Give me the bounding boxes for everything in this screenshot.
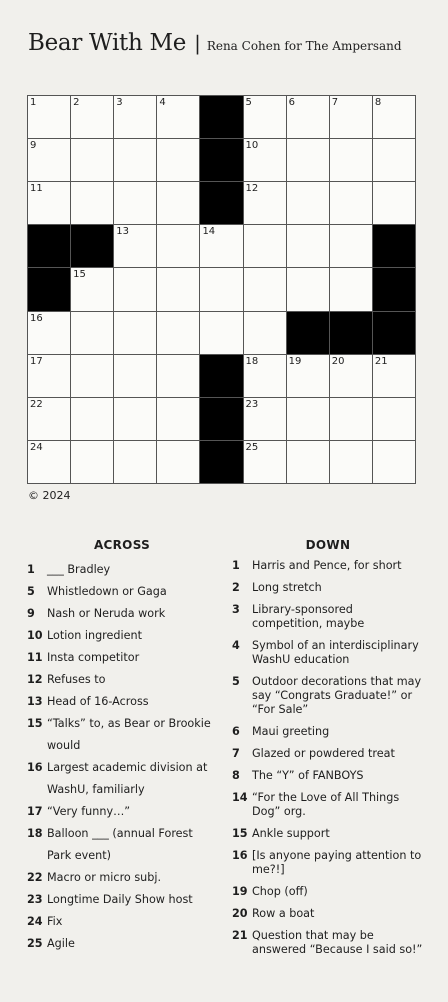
clue-number: 2 bbox=[232, 581, 240, 594]
across-clue bbox=[27, 559, 217, 581]
cell-number: 9 bbox=[30, 140, 37, 152]
grid-block bbox=[373, 268, 415, 310]
grid-cell[interactable] bbox=[200, 225, 242, 267]
grid-cell[interactable] bbox=[330, 355, 372, 397]
down-clue bbox=[232, 791, 424, 819]
cell-number: 18 bbox=[245, 355, 259, 367]
cell-number: 23 bbox=[245, 398, 259, 410]
down-clue bbox=[232, 603, 424, 631]
cell-number: 3 bbox=[116, 97, 123, 108]
clue-number: 13 bbox=[27, 695, 43, 708]
grid-cell[interactable] bbox=[244, 441, 286, 483]
grid-cell[interactable] bbox=[157, 398, 199, 440]
clue-text: Refuses to bbox=[47, 673, 106, 686]
clue-text: Row a boat bbox=[252, 907, 315, 920]
across-clue bbox=[27, 713, 217, 757]
cell-number: 8 bbox=[374, 97, 382, 108]
puzzle-byline: Rena Cohen for The Ampersand bbox=[206, 39, 402, 53]
clue-text: Long stretch bbox=[252, 581, 322, 594]
grid-cell[interactable] bbox=[373, 96, 415, 138]
down-clue bbox=[232, 929, 424, 957]
clue-number: 17 bbox=[27, 805, 43, 818]
cell-number: 17 bbox=[30, 355, 43, 367]
clue-number: 1 bbox=[232, 559, 240, 572]
grid-block bbox=[200, 96, 242, 138]
clue-text: Chop (off) bbox=[252, 885, 308, 898]
grid-cell[interactable] bbox=[287, 268, 329, 310]
across-clue bbox=[27, 889, 217, 911]
grid-block bbox=[200, 182, 242, 224]
clue-text: Library-sponsored competition, maybe bbox=[252, 603, 365, 630]
grid-cell[interactable] bbox=[373, 441, 415, 483]
clue-number: 22 bbox=[27, 871, 43, 884]
across-clue bbox=[27, 867, 217, 889]
clue-number: 16 bbox=[27, 761, 43, 774]
clue-text: Question that may be answered “Because I said so!” bbox=[252, 929, 423, 956]
grid-cell[interactable] bbox=[287, 355, 329, 397]
cell-number: 7 bbox=[331, 97, 339, 108]
clue-number: 18 bbox=[27, 827, 43, 840]
clue-number: 7 bbox=[232, 747, 240, 760]
cell-number: 5 bbox=[245, 97, 252, 108]
clue-text: Whistledown or Gaga bbox=[47, 585, 167, 598]
down-clue bbox=[232, 559, 424, 573]
clue-number: 3 bbox=[232, 603, 240, 616]
grid-cell[interactable] bbox=[330, 139, 372, 181]
across-clue bbox=[27, 757, 217, 801]
grid-cell[interactable] bbox=[373, 355, 415, 397]
cell-number: 22 bbox=[30, 398, 43, 410]
grid-block bbox=[28, 268, 70, 310]
grid-cell[interactable] bbox=[71, 96, 113, 138]
grid-cell[interactable] bbox=[71, 398, 113, 440]
down-clue bbox=[232, 907, 424, 921]
across-clue bbox=[27, 581, 217, 603]
grid-cell[interactable] bbox=[244, 96, 286, 138]
grid-cell[interactable] bbox=[157, 139, 199, 181]
down-clue bbox=[232, 747, 424, 761]
grid-cell[interactable] bbox=[114, 225, 156, 267]
cell-number: 11 bbox=[30, 183, 43, 195]
grid-cell[interactable] bbox=[71, 312, 113, 354]
grid-cell[interactable] bbox=[71, 139, 113, 181]
clue-number: 9 bbox=[27, 607, 35, 620]
grid-cell[interactable] bbox=[157, 312, 199, 354]
grid-cell[interactable] bbox=[200, 312, 242, 354]
crossword-grid bbox=[27, 95, 416, 484]
grid-cell[interactable] bbox=[330, 268, 372, 310]
clue-text: [Is anyone paying attention to me?!] bbox=[252, 849, 422, 876]
grid-block bbox=[287, 312, 329, 354]
clue-number: 8 bbox=[232, 769, 240, 782]
grid-block bbox=[200, 355, 242, 397]
across-clue bbox=[27, 823, 217, 867]
cell-number: 1 bbox=[30, 97, 37, 108]
puzzle-title: Bear With Me bbox=[28, 30, 187, 56]
clue-number: 6 bbox=[232, 725, 240, 738]
grid-cell[interactable] bbox=[200, 268, 242, 310]
clue-number: 10 bbox=[27, 629, 43, 642]
grid-cell[interactable] bbox=[28, 355, 70, 397]
grid-cell[interactable] bbox=[287, 96, 329, 138]
clue-text: The “Y” of FANBOYS bbox=[252, 769, 364, 782]
grid-cell[interactable] bbox=[114, 96, 156, 138]
clue-text: Head of 16-Across bbox=[47, 695, 149, 708]
cell-number: 12 bbox=[245, 183, 259, 195]
grid-block bbox=[28, 225, 70, 267]
cell-number: 6 bbox=[288, 97, 296, 108]
grid-cell[interactable] bbox=[244, 139, 286, 181]
grid-cell[interactable] bbox=[157, 96, 199, 138]
grid-cell[interactable] bbox=[28, 139, 70, 181]
grid-cell[interactable] bbox=[330, 398, 372, 440]
clue-text: ___ Bradley bbox=[47, 563, 111, 576]
down-clue bbox=[232, 639, 424, 667]
clue-text: Harris and Pence, for short bbox=[252, 559, 402, 572]
clue-text: Agile bbox=[47, 937, 75, 950]
across-clues bbox=[27, 538, 217, 955]
across-clue bbox=[27, 911, 217, 933]
down-clue bbox=[232, 885, 424, 899]
cell-number: 13 bbox=[116, 226, 129, 238]
down-clues bbox=[232, 538, 424, 965]
across-clue bbox=[27, 669, 217, 691]
down-clue bbox=[232, 675, 424, 717]
cell-number: 21 bbox=[374, 355, 388, 367]
grid-cell[interactable] bbox=[373, 182, 415, 224]
cell-number: 2 bbox=[73, 97, 80, 108]
down-clue bbox=[232, 849, 424, 877]
clue-text: Balloon ___ (annual Forest Park event) bbox=[47, 827, 193, 862]
clue-text: Outdoor decorations that may say “Congrats Graduate!” or “For Sale” bbox=[252, 675, 422, 716]
puzzle-header bbox=[28, 30, 402, 70]
clue-number: 16 bbox=[232, 849, 248, 862]
grid-cell[interactable] bbox=[28, 312, 70, 354]
clue-number: 5 bbox=[27, 585, 35, 598]
grid-cell[interactable] bbox=[157, 182, 199, 224]
clue-text: Lotion ingredient bbox=[47, 629, 142, 642]
across-clue bbox=[27, 691, 217, 713]
cell-number: 15 bbox=[73, 269, 86, 281]
grid-cell[interactable] bbox=[157, 441, 199, 483]
clue-number: 15 bbox=[27, 717, 43, 730]
grid-cell[interactable] bbox=[114, 182, 156, 224]
clue-text: Maui greeting bbox=[252, 725, 330, 738]
across-clue bbox=[27, 933, 217, 955]
grid-cell[interactable] bbox=[330, 225, 372, 267]
clue-number: 14 bbox=[232, 791, 248, 804]
grid-cell[interactable] bbox=[114, 441, 156, 483]
clue-number: 25 bbox=[27, 937, 43, 950]
grid-cell[interactable] bbox=[287, 139, 329, 181]
grid-cell[interactable] bbox=[287, 398, 329, 440]
cell-number: 24 bbox=[30, 441, 43, 453]
across-clue bbox=[27, 801, 217, 823]
across-clue bbox=[27, 647, 217, 669]
grid-cell[interactable] bbox=[114, 139, 156, 181]
down-clue bbox=[232, 581, 424, 595]
grid-block bbox=[200, 398, 242, 440]
grid-cell[interactable] bbox=[71, 441, 113, 483]
grid-cell[interactable] bbox=[114, 398, 156, 440]
down-clue bbox=[232, 769, 424, 783]
grid-cell[interactable] bbox=[28, 96, 70, 138]
grid-cell[interactable] bbox=[244, 268, 286, 310]
grid-cell[interactable] bbox=[71, 355, 113, 397]
grid-cell[interactable] bbox=[157, 355, 199, 397]
clue-number: 5 bbox=[232, 675, 240, 688]
grid-cell[interactable] bbox=[330, 182, 372, 224]
grid-cell[interactable] bbox=[330, 441, 372, 483]
grid-cell[interactable] bbox=[330, 96, 372, 138]
cell-number: 14 bbox=[202, 226, 216, 238]
clue-number: 24 bbox=[27, 915, 43, 928]
clue-number: 4 bbox=[232, 639, 240, 652]
clue-number: 19 bbox=[232, 885, 248, 898]
grid-block bbox=[200, 441, 242, 483]
clue-number: 1 bbox=[27, 563, 35, 576]
grid-cell[interactable] bbox=[373, 398, 415, 440]
title-separator: | bbox=[194, 31, 201, 55]
grid-cell[interactable] bbox=[28, 398, 70, 440]
clue-text: Largest academic division at WashU, familiarly bbox=[47, 761, 208, 796]
grid-cell[interactable] bbox=[71, 182, 113, 224]
clue-text: “Very funny…” bbox=[47, 805, 131, 818]
clue-text: Nash or Neruda work bbox=[47, 607, 166, 620]
clue-text: Glazed or powdered treat bbox=[252, 747, 395, 760]
grid-block bbox=[373, 312, 415, 354]
grid-cell[interactable] bbox=[28, 182, 70, 224]
down-clue bbox=[232, 725, 424, 739]
grid-block bbox=[71, 225, 113, 267]
clue-text: Longtime Daily Show host bbox=[47, 893, 193, 906]
grid-cell[interactable] bbox=[157, 268, 199, 310]
grid-cell[interactable] bbox=[244, 312, 286, 354]
grid-cell[interactable] bbox=[373, 139, 415, 181]
grid-block bbox=[373, 225, 415, 267]
cell-number: 19 bbox=[288, 355, 302, 367]
down-heading: DOWN bbox=[305, 538, 351, 552]
copyright-notice: © 2024 bbox=[28, 489, 71, 502]
clue-number: 23 bbox=[27, 893, 43, 906]
clue-text: Ankle support bbox=[252, 827, 330, 840]
clue-number: 12 bbox=[27, 673, 43, 686]
clue-number: 20 bbox=[232, 907, 248, 920]
grid-cell[interactable] bbox=[287, 182, 329, 224]
grid-block bbox=[330, 312, 372, 354]
cell-number: 16 bbox=[30, 312, 43, 324]
cell-number: 4 bbox=[159, 97, 166, 108]
grid-cell[interactable] bbox=[114, 268, 156, 310]
clue-text: Insta competitor bbox=[47, 651, 140, 664]
grid-cell[interactable] bbox=[114, 355, 156, 397]
cell-number: 20 bbox=[331, 355, 345, 367]
grid-cell[interactable] bbox=[244, 355, 286, 397]
clue-text: Fix bbox=[47, 915, 63, 928]
grid-cell[interactable] bbox=[244, 182, 286, 224]
grid-cell[interactable] bbox=[287, 441, 329, 483]
grid-cell[interactable] bbox=[244, 225, 286, 267]
clue-number: 21 bbox=[232, 929, 248, 942]
across-clue bbox=[27, 603, 217, 625]
cell-number: 25 bbox=[245, 441, 259, 453]
clue-text: “Talks” to, as Bear or Brookie would bbox=[47, 717, 211, 752]
grid-cell[interactable] bbox=[287, 225, 329, 267]
grid-cell[interactable] bbox=[71, 268, 113, 310]
clue-number: 11 bbox=[27, 651, 43, 664]
grid-cell[interactable] bbox=[28, 441, 70, 483]
grid-cell[interactable] bbox=[157, 225, 199, 267]
across-heading: ACROSS bbox=[93, 538, 151, 552]
clue-text: Macro or micro subj. bbox=[47, 871, 162, 884]
across-clue bbox=[27, 625, 217, 647]
grid-cell[interactable] bbox=[114, 312, 156, 354]
down-clue bbox=[232, 827, 424, 841]
clue-text: “For the Love of All Things Dog” org. bbox=[252, 791, 400, 818]
clue-text: Symbol of an interdisciplinary WashU education bbox=[252, 639, 419, 666]
cell-number: 10 bbox=[245, 140, 259, 152]
grid-block bbox=[200, 139, 242, 181]
clue-number: 15 bbox=[232, 827, 248, 840]
grid-cell[interactable] bbox=[244, 398, 286, 440]
